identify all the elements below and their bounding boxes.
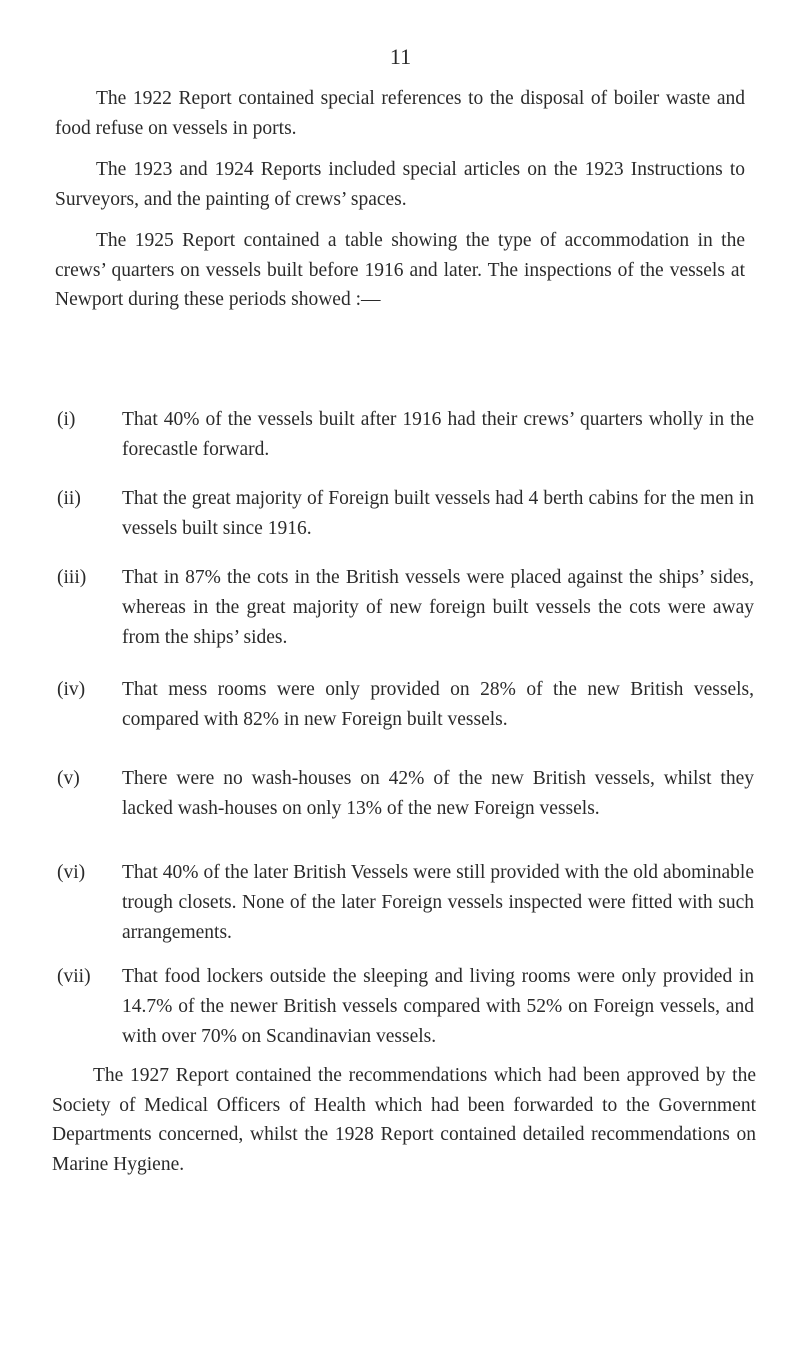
paragraph-1923-1924-reports: The 1923 and 1924 Reports included special articles on the 1923 Instructions to Surveyors, and the painting of crews’ spaces. (55, 159, 745, 210)
list-item-marker: (vi) (57, 862, 86, 883)
list-item-text: That in 87% the cots in the British vessels were placed against the ships’ sides, whereas in the great majority of new foreign built vessels the cots were away from the ships’ sides. (122, 567, 754, 648)
list-item-text: That 40% of the later British Vessels were still provided with the old abominable trough closets. None of the later Foreign vessels inspected were fitted with such arrangements. (122, 862, 754, 943)
paragraph-1925-report: The 1925 Report contained a table showing the type of accommodation in the crews’ quarters on vessels built before 1916 and later. The inspections of the vessels at Newport during these periods showed :— (55, 230, 745, 310)
list-item-marker: (vii) (57, 966, 91, 987)
paragraph-1927-1928-reports: The 1927 Report contained the recommendations which had been approved by the Society of Medical Officers of Health which had been forwarded to the Government Departments concerned, whilst the 1928 Report contained detailed recommendations on Marine Hygiene. (52, 1065, 756, 1175)
list-item-text: That mess rooms were only provided on 28% of the new British vessels, compared with 82% in new Foreign built vessels. (122, 679, 754, 730)
list-item-text: There were no wash-houses on 42% of the new British vessels, whilst they lacked wash-houses on only 13% of the new Foreign vessels. (122, 768, 754, 819)
page-number: 11 (389, 44, 412, 69)
list-item-marker: (i) (57, 409, 76, 430)
list-item-text: That the great majority of Foreign built vessels had 4 berth cabins for the men in vessels built since 1916. (122, 488, 754, 539)
list-item-marker: (iv) (57, 679, 86, 700)
list-item-text: That 40% of the vessels built after 1916 had their crews’ quarters wholly in the forecastle forward. (122, 409, 754, 460)
list-item-text: That food lockers outside the sleeping and living rooms were only provided in 14.7% of the newer British vessels compared with 52% on Foreign vessels, and with over 70% on Scandinavian vessels. (122, 966, 754, 1047)
list-item-marker: (ii) (57, 488, 81, 509)
list-item-marker: (v) (57, 768, 80, 789)
list-item-marker: (iii) (57, 567, 87, 588)
paragraph-1922-report: The 1922 Report contained special references to the disposal of boiler waste and food refuse on vessels in ports. (55, 88, 745, 139)
